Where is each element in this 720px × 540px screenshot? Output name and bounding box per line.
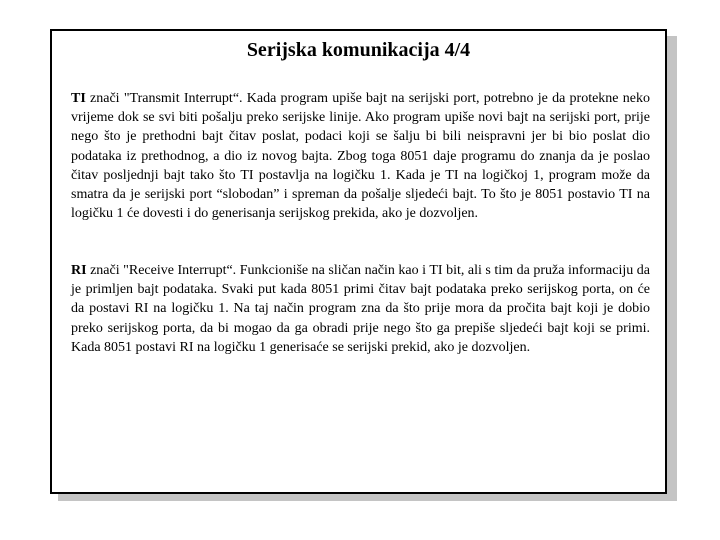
slide bbox=[50, 29, 667, 494]
paragraph-ti bbox=[71, 89, 650, 223]
term-ti: TI bbox=[71, 91, 86, 106]
paragraph-ri bbox=[71, 261, 650, 357]
slide-title: Serijska komunikacija 4/4 bbox=[246, 39, 471, 61]
term-ri: RI bbox=[71, 263, 87, 278]
paragraph-ri-text: znači "Receive Interrupt“. Funkcioniše na sličan način kao i TI bit, ali s tim da pruža informaciju da je primljen bajt podataka. Svaki put kada 8051 primi čitav bajt podataka preko serijskog porta, on će da postavi RI na logičku 1. Na taj način program zna da što prije mora da pročita bajt koji je dobio preko serijskog porta, da bi mogao da ga obradi prije nego što ga prepiše sljedeći bajt koji se primi. Kada 8051 postavi RI na logičku 1 generisaće se serijski prekid, ako je dozvoljen. bbox=[71, 263, 650, 355]
paragraph-ti-text: znači "Transmit Interrupt“. Kada program upiše bajt na serijski port, potrebno je da protekne neko vrijeme dok se svi biti pošalju preko serijske linije. Ako program upiše novi bajt na serijski port, prije nego što je prethodni bajt čitav poslat, podaci koji se šalju bi bili neispravni jer bi bio poslat dio podataka iz prethodnog, a dio iz novog bajta. Zbog toga 8051 daje programu do znanja da je poslao čitav posljednji bajt tako što TI postavlja na logičku 1. Kada je TI na logičkoj 1, program može da smatra da je serijski port “slobodan” i spreman da pošalje sljedeći bajt. To što je 8051 postavio TI na logičku 1 će dovesti i do generisanja serijskog prekida, ako je dozvoljen. bbox=[71, 91, 650, 222]
